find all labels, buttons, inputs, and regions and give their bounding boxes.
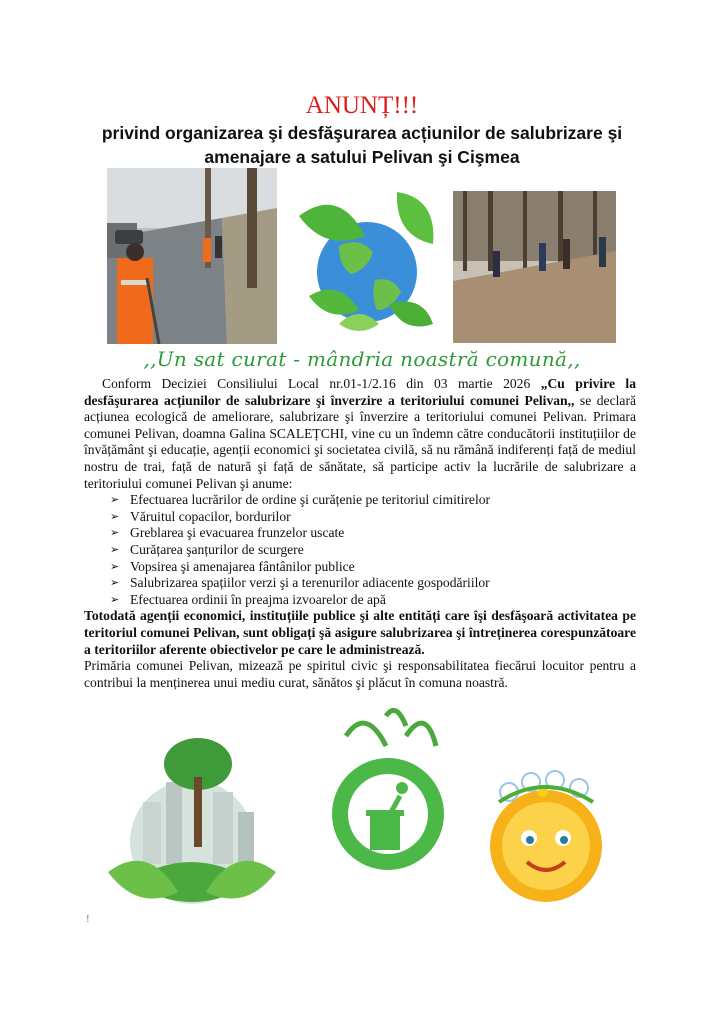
- arrow-bullet-icon: ➢: [110, 494, 120, 507]
- arrow-bullet-icon: ➢: [110, 560, 120, 573]
- activities-list: [84, 492, 636, 608]
- street-cleaning-photo: [107, 168, 277, 344]
- footer-mark: !: [86, 913, 90, 925]
- list-item-text: Salubrizarea spațiilor verzi şi a terenurilor adiacente gospodăriilor: [130, 575, 490, 591]
- list-item: [110, 542, 636, 559]
- list-item-text: Curățarea şanțurilor de scurgere: [130, 541, 304, 557]
- arrow-bullet-icon: ➢: [110, 543, 120, 556]
- list-item-text: Vopsirea şi amenajarea fântânilor publice: [130, 558, 355, 574]
- green-globe-image: [279, 176, 449, 344]
- list-item: [110, 525, 636, 542]
- list-item: [110, 509, 636, 526]
- list-item-text: Efectuarea ordinii în preajma izvoarelor de apă: [130, 591, 386, 607]
- list-item-text: Văruitul copacilor, bordurilor: [130, 508, 291, 524]
- intro-paragraph: [84, 376, 636, 492]
- smiling-sun-image: [479, 762, 613, 908]
- list-item-text: Efectuarea lucrărilor de ordine şi curățenie pe teritoriul cimitirelor: [130, 492, 491, 508]
- page-title: ANUNȚ!!!: [305, 92, 419, 119]
- arrow-bullet-icon: ➢: [110, 593, 120, 606]
- decision-title: „Cu privire la desfăşurarea acțiunilor de salubrizare şi înverzire a teritoriului comunei Pelivan,,: [84, 376, 637, 408]
- arrow-bullet-icon: ➢: [110, 510, 120, 523]
- list-item: [110, 559, 636, 576]
- closing-paragraph: Primăria comunei Pelivan, mizează pe spiritul civic şi responsabilitatea fiecărui locuitor pentru a contribui la menținerea unui mediu curat, sănătos şi plăcut în comuna noastră.: [84, 658, 636, 690]
- list-item-text: Greblarea şi evacuarea frunzelor uscate: [130, 525, 345, 541]
- recycle-bin-globe-image: [326, 706, 450, 882]
- eco-city-image: [88, 722, 296, 927]
- intro-rest-text: se declară acțiunea ecologică de ameliorare, salubrizare şi înverzire a teritoriului comunei Pelivan. Primara comunei Pelivan, doamna Galina SCALEȚCHI, vine cu un îndemn către conducătorii instituțiilor de învățământ şi educație, agenții economici şi societatea civilă, să nu rămână indiferenți față de mediul nostru de trai, față de natură şi față de sănătate, să participe activ la lucrările de salubrizare a teritoriului comunei Pelivan şi anume:: [84, 392, 637, 491]
- list-item: [110, 592, 636, 609]
- announcement-body: [84, 376, 636, 691]
- intro-text: Conform Deciziei Consiliului Local nr.01-1/2.16 din 03 martie 2026: [102, 376, 541, 391]
- arrow-bullet-icon: ➢: [110, 527, 120, 540]
- page-subtitle: privind organizarea şi desfăşurarea acțiunilor de salubrizare şi amenajare a satului Pelivan şi Cişmea: [101, 123, 623, 167]
- park-cleanup-photo: [453, 191, 616, 343]
- slogan: ,,Un sat curat - mândria noastră comună,,: [143, 347, 581, 371]
- list-item: [110, 492, 636, 509]
- arrow-bullet-icon: ➢: [110, 577, 120, 590]
- obligation-paragraph: Totodată agenții economici, instituțiile publice şi alte entități care îşi desfăşoară activitatea pe teritoriul comunei Pelivan, sunt obligați şă asigure salubrizarea şi întreținerea corespunzătoare a teritoriilor aferente obiectivelor pe care le administrează.: [84, 608, 636, 657]
- list-item: [110, 575, 636, 592]
